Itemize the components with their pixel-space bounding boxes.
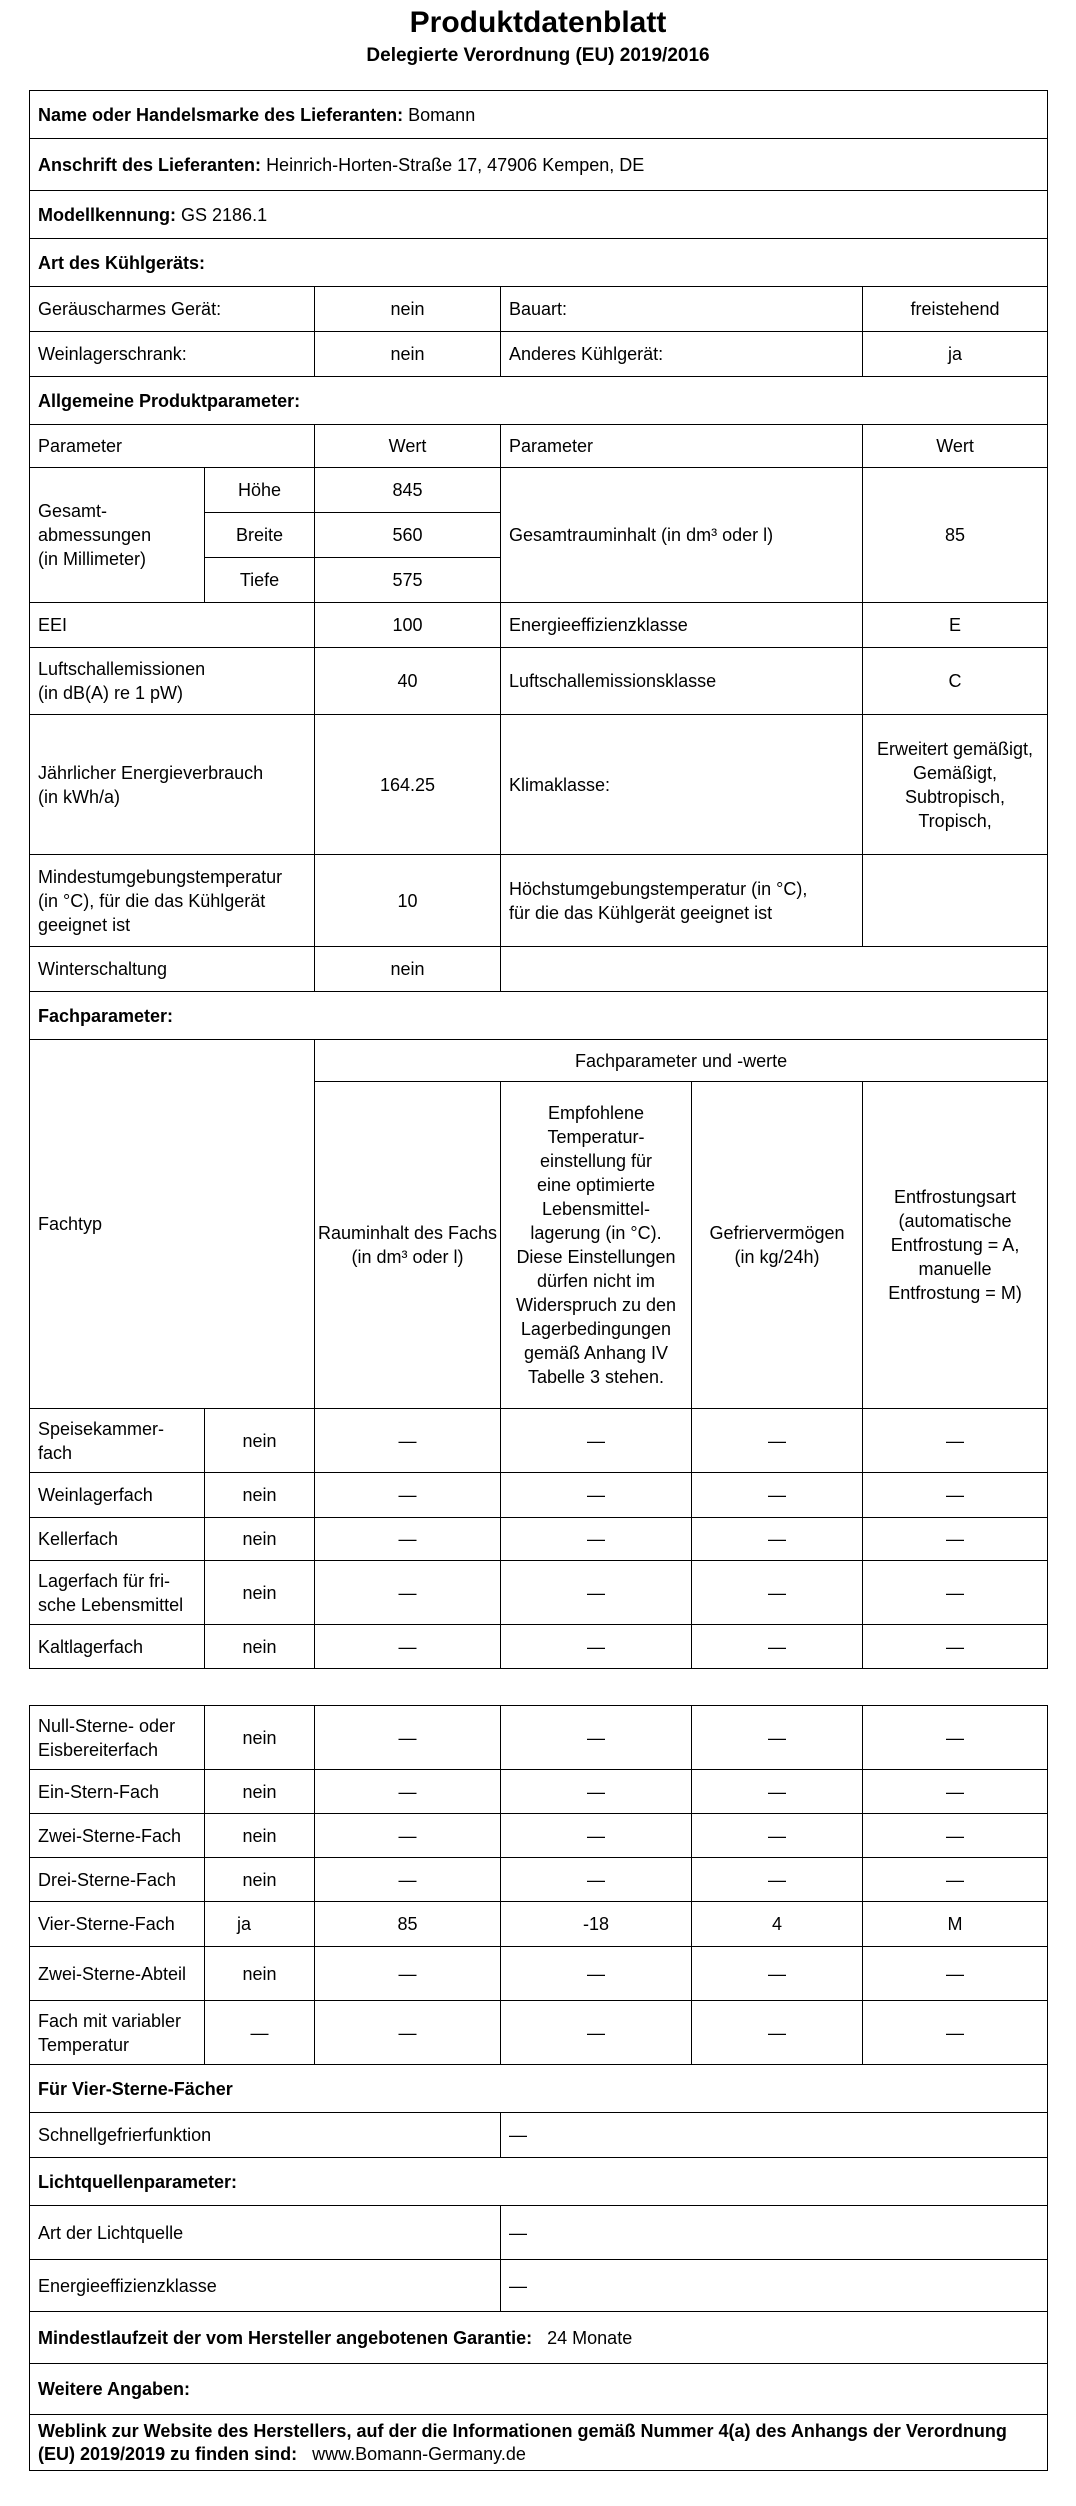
warranty-row [30, 2312, 1048, 2364]
compartment-name: Kellerfach [30, 1518, 205, 1561]
compartment-defrost: — [863, 1814, 1048, 1858]
compartment-temp: — [501, 1625, 692, 1669]
compartment-freeze: — [692, 1473, 863, 1518]
compartment-defrost: — [863, 1706, 1048, 1770]
model-label: Modellkennung: [38, 204, 176, 225]
min-ambient-temp-value: 10 [315, 855, 501, 947]
warranty-label: Mindestlaufzeit der vom Hersteller angebotenen Garantie: [38, 2327, 533, 2348]
compartment-type-header: Fachtyp [30, 1040, 315, 1409]
compartment-temp: — [501, 1858, 692, 1902]
compartment-temp: — [501, 2001, 692, 2065]
page-title: Produktdatenblatt [409, 6, 667, 39]
light-type-value: — [501, 2206, 1048, 2260]
compartment-freeze: — [692, 1814, 863, 1858]
weblink-value[interactable]: www.Bomann-Germany.de [312, 2443, 526, 2464]
noise-row [30, 648, 1048, 715]
compartment-present: nein [205, 1947, 315, 2001]
total-volume-value: 85 [863, 468, 1048, 603]
weblink-label: Weblink zur Website des Herstellers, auf der die Informationen gemäß Nummer 4(a) des Anhangs der Verordnung (EU) 2019/2019 zu finden sind: [38, 2420, 1007, 2464]
four-star-heading: Für Vier-Sterne-Fächer [30, 2065, 1048, 2113]
compartment-freeze: — [692, 1561, 863, 1625]
compartment-volume: — [315, 2001, 501, 2065]
noise-class-value: C [863, 648, 1048, 715]
compartment-present: ja [205, 1902, 315, 1947]
compartment-volume-header: Rauminhalt des Fachs (in dm³ oder l) [315, 1082, 501, 1409]
model-value: GS 2186.1 [181, 204, 268, 225]
dimensions-label: Gesamt- abmessungen (in Millimeter) [30, 468, 205, 603]
height-row [30, 468, 1048, 513]
compartment-temp: — [501, 1561, 692, 1625]
compartment-defrost: — [863, 1561, 1048, 1625]
supplier-address-row [30, 139, 1048, 191]
low-noise-label: Geräuscharmes Gerät: [30, 287, 315, 332]
compartment-present: nein [205, 1473, 315, 1518]
supplier-address-label: Anschrift des Lieferanten: [38, 154, 262, 175]
compartment-present: nein [205, 1625, 315, 1669]
general-parameters-heading: Allgemeine Produktparameter: [30, 377, 1048, 425]
ambient-temp-row [30, 855, 1048, 947]
light-heading-row [30, 2158, 1048, 2206]
compartment-volume: — [315, 1561, 501, 1625]
compartment-name: Speisekammer- fach [30, 1409, 205, 1473]
noise-class-label: Luftschallemissionsklasse [501, 648, 863, 715]
compartment-volume: 85 [315, 1902, 501, 1947]
low-noise-row [30, 287, 1048, 332]
datasheet-table-continued [29, 1705, 1048, 2471]
wine-cabinet-label: Weinlagerschrank: [30, 332, 315, 377]
energy-class-value: E [863, 603, 1048, 648]
compartment-defrost: — [863, 2001, 1048, 2065]
compartment-volume: — [315, 1518, 501, 1561]
other-appliance-value: ja [863, 332, 1048, 377]
light-class-row [30, 2260, 1048, 2312]
wine-cabinet-value: nein [315, 332, 501, 377]
compartment-defrost: — [863, 1625, 1048, 1669]
warranty-value: 24 Monate [547, 2327, 633, 2348]
compartment-row [30, 1561, 1048, 1625]
compartment-temp: — [501, 1770, 692, 1814]
value-column-header: Wert [315, 425, 501, 468]
compartment-present: nein [205, 1706, 315, 1770]
compartment-freeze: — [692, 1858, 863, 1902]
compartment-parameters-heading: Fachparameter: [30, 992, 1048, 1040]
winter-row [30, 947, 1048, 992]
compartment-name: Fach mit variabler Temperatur [30, 2001, 205, 2065]
quick-freeze-label: Schnellgefrierfunktion [30, 2113, 501, 2158]
energy-consumption-value: 164.25 [315, 715, 501, 855]
wine-row [30, 332, 1048, 377]
max-ambient-temp-value [863, 855, 1048, 947]
noise-label: Luftschallemissionen (in dB(A) re 1 pW) [30, 648, 315, 715]
supplier-name-row [30, 91, 1048, 139]
light-type-row [30, 2206, 1048, 2260]
weblink-row [30, 2415, 1048, 2471]
compartment-present: nein [205, 1518, 315, 1561]
eei-row [30, 603, 1048, 648]
climate-class-label: Klimaklasse: [501, 715, 863, 855]
compartment-freeze-header: Gefriervermögen (in kg/24h) [692, 1082, 863, 1409]
eei-value: 100 [315, 603, 501, 648]
compartment-row [30, 1947, 1048, 2001]
compartment-defrost: — [863, 1473, 1048, 1518]
compartment-temp: — [501, 1473, 692, 1518]
width-label: Breite [205, 513, 315, 558]
compartment-row [30, 1902, 1048, 1947]
total-volume-label: Gesamtrauminhalt (in dm³ oder l) [501, 468, 863, 603]
compartment-name: Zwei-Sterne-Abteil [30, 1947, 205, 2001]
eei-label: EEI [30, 603, 315, 648]
model-row [30, 191, 1048, 239]
energy-consumption-row [30, 715, 1048, 855]
value-column-header-right: Wert [863, 425, 1048, 468]
more-info-heading: Weitere Angaben: [30, 2364, 1048, 2415]
compartment-volume: — [315, 1770, 501, 1814]
compartment-freeze: 4 [692, 1902, 863, 1947]
compartment-present: nein [205, 1770, 315, 1814]
other-appliance-label: Anderes Kühlgerät: [501, 332, 863, 377]
energy-consumption-label: Jährlicher Energieverbrauch (in kWh/a) [30, 715, 315, 855]
compartment-present: nein [205, 1858, 315, 1902]
compartment-volume: — [315, 1625, 501, 1669]
quick-freeze-row [30, 2113, 1048, 2158]
energy-class-label: Energieeffizienzklasse [501, 603, 863, 648]
general-columns-row [30, 425, 1048, 468]
compartment-volume: — [315, 1706, 501, 1770]
compartment-present: nein [205, 1409, 315, 1473]
compartment-present: — [205, 2001, 315, 2065]
low-noise-value: nein [315, 287, 501, 332]
compartment-name: Ein-Stern-Fach [30, 1770, 205, 1814]
compartment-name: Vier-Sterne-Fach [30, 1902, 205, 1947]
compartment-name: Lagerfach für fri- sche Lebensmittel [30, 1561, 205, 1625]
winter-setting-label: Winterschaltung [30, 947, 315, 992]
light-class-value: — [501, 2260, 1048, 2312]
compartment-row [30, 1473, 1048, 1518]
compartment-row [30, 1409, 1048, 1473]
datasheet-table-main [29, 90, 1048, 1669]
depth-label: Tiefe [205, 558, 315, 603]
design-value: freistehend [863, 287, 1048, 332]
compartment-temp: — [501, 1947, 692, 2001]
compartment-volume: — [315, 1409, 501, 1473]
quick-freeze-value: — [501, 2113, 1048, 2158]
compartment-temp: — [501, 1518, 692, 1561]
compartment-volume: — [315, 1473, 501, 1518]
compartment-present: nein [205, 1561, 315, 1625]
compartment-freeze: — [692, 1409, 863, 1473]
max-ambient-temp-label: Höchstumgebungstemperatur (in °C), für die das Kühlgerät geeignet ist [501, 855, 863, 947]
appliance-type-heading-row [30, 239, 1048, 287]
compartment-row [30, 2001, 1048, 2065]
compartment-freeze: — [692, 1706, 863, 1770]
compartment-group-header: Fachparameter und -werte [315, 1040, 1048, 1082]
compartment-name: Weinlagerfach [30, 1473, 205, 1518]
compartment-freeze: — [692, 2001, 863, 2065]
general-heading-row [30, 377, 1048, 425]
compartment-heading-row [30, 992, 1048, 1040]
compartment-freeze: — [692, 1770, 863, 1814]
winter-setting-value: nein [315, 947, 501, 992]
page-subtitle: Delegierte Verordnung (EU) 2019/2016 [366, 45, 710, 66]
compartment-name: Kaltlagerfach [30, 1625, 205, 1669]
compartment-row [30, 1770, 1048, 1814]
compartment-defrost-header: Entfrostungsart (automatische Entfrostung = A, manuelle Entfrostung = M) [863, 1082, 1048, 1409]
compartment-temp: — [501, 1409, 692, 1473]
height-value: 845 [315, 468, 501, 513]
compartment-row [30, 1518, 1048, 1561]
compartment-freeze: — [692, 1947, 863, 2001]
compartment-defrost: — [863, 1409, 1048, 1473]
compartment-freeze: — [692, 1625, 863, 1669]
compartment-name: Zwei-Sterne-Fach [30, 1814, 205, 1858]
light-type-label: Art der Lichtquelle [30, 2206, 501, 2260]
climate-class-value: Erweitert gemäßigt, Gemäßigt, Subtropisch, Tropisch, [863, 715, 1048, 855]
compartment-row [30, 1625, 1048, 1669]
winter-empty-cell [501, 947, 1048, 992]
more-info-heading-row [30, 2364, 1048, 2415]
compartment-row [30, 1858, 1048, 1902]
compartment-temp-header: Empfohlene Temperatur- einstellung für eine optimierte Lebensmittel- lagerung (in °C). Diese Einstellungen dürfen nicht im Widerspruch zu den Lagerbedingungen gemäß Anhang IV Tabelle 3 stehen. [501, 1082, 692, 1409]
height-label: Höhe [205, 468, 315, 513]
compartment-row [30, 1706, 1048, 1770]
param-column-header: Parameter [30, 425, 315, 468]
param-column-header-right: Parameter [501, 425, 863, 468]
light-source-heading: Lichtquellenparameter: [30, 2158, 1048, 2206]
depth-value: 575 [315, 558, 501, 603]
compartment-volume: — [315, 1947, 501, 2001]
compartment-defrost: — [863, 1770, 1048, 1814]
compartment-temp: -18 [501, 1902, 692, 1947]
compartment-temp: — [501, 1706, 692, 1770]
compartment-present: nein [205, 1814, 315, 1858]
compartment-temp: — [501, 1814, 692, 1858]
compartment-volume: — [315, 1814, 501, 1858]
width-value: 560 [315, 513, 501, 558]
compartment-name: Drei-Sterne-Fach [30, 1858, 205, 1902]
compartment-defrost: — [863, 1858, 1048, 1902]
appliance-type-heading: Art des Kühlgeräts: [30, 239, 1048, 287]
min-ambient-temp-label: Mindestumgebungstemperatur (in °C), für die das Kühlgerät geeignet ist [30, 855, 315, 947]
compartment-group-row [30, 1040, 1048, 1082]
supplier-name-label: Name oder Handelsmarke des Lieferanten: [38, 104, 404, 125]
supplier-address-value: Heinrich-Horten-Straße 17, 47906 Kempen, DE [266, 154, 645, 175]
design-label: Bauart: [501, 287, 863, 332]
compartment-defrost: — [863, 1947, 1048, 2001]
compartment-volume: — [315, 1858, 501, 1902]
compartment-name: Null-Sterne- oder Eisbereiterfach [30, 1706, 205, 1770]
light-class-label: Energieeffizienzklasse [30, 2260, 501, 2312]
compartment-row [30, 1814, 1048, 1858]
four-star-heading-row [30, 2065, 1048, 2113]
supplier-name-value: Bomann [408, 104, 476, 125]
compartment-defrost: M [863, 1902, 1048, 1947]
compartment-freeze: — [692, 1518, 863, 1561]
noise-value: 40 [315, 648, 501, 715]
compartment-defrost: — [863, 1518, 1048, 1561]
